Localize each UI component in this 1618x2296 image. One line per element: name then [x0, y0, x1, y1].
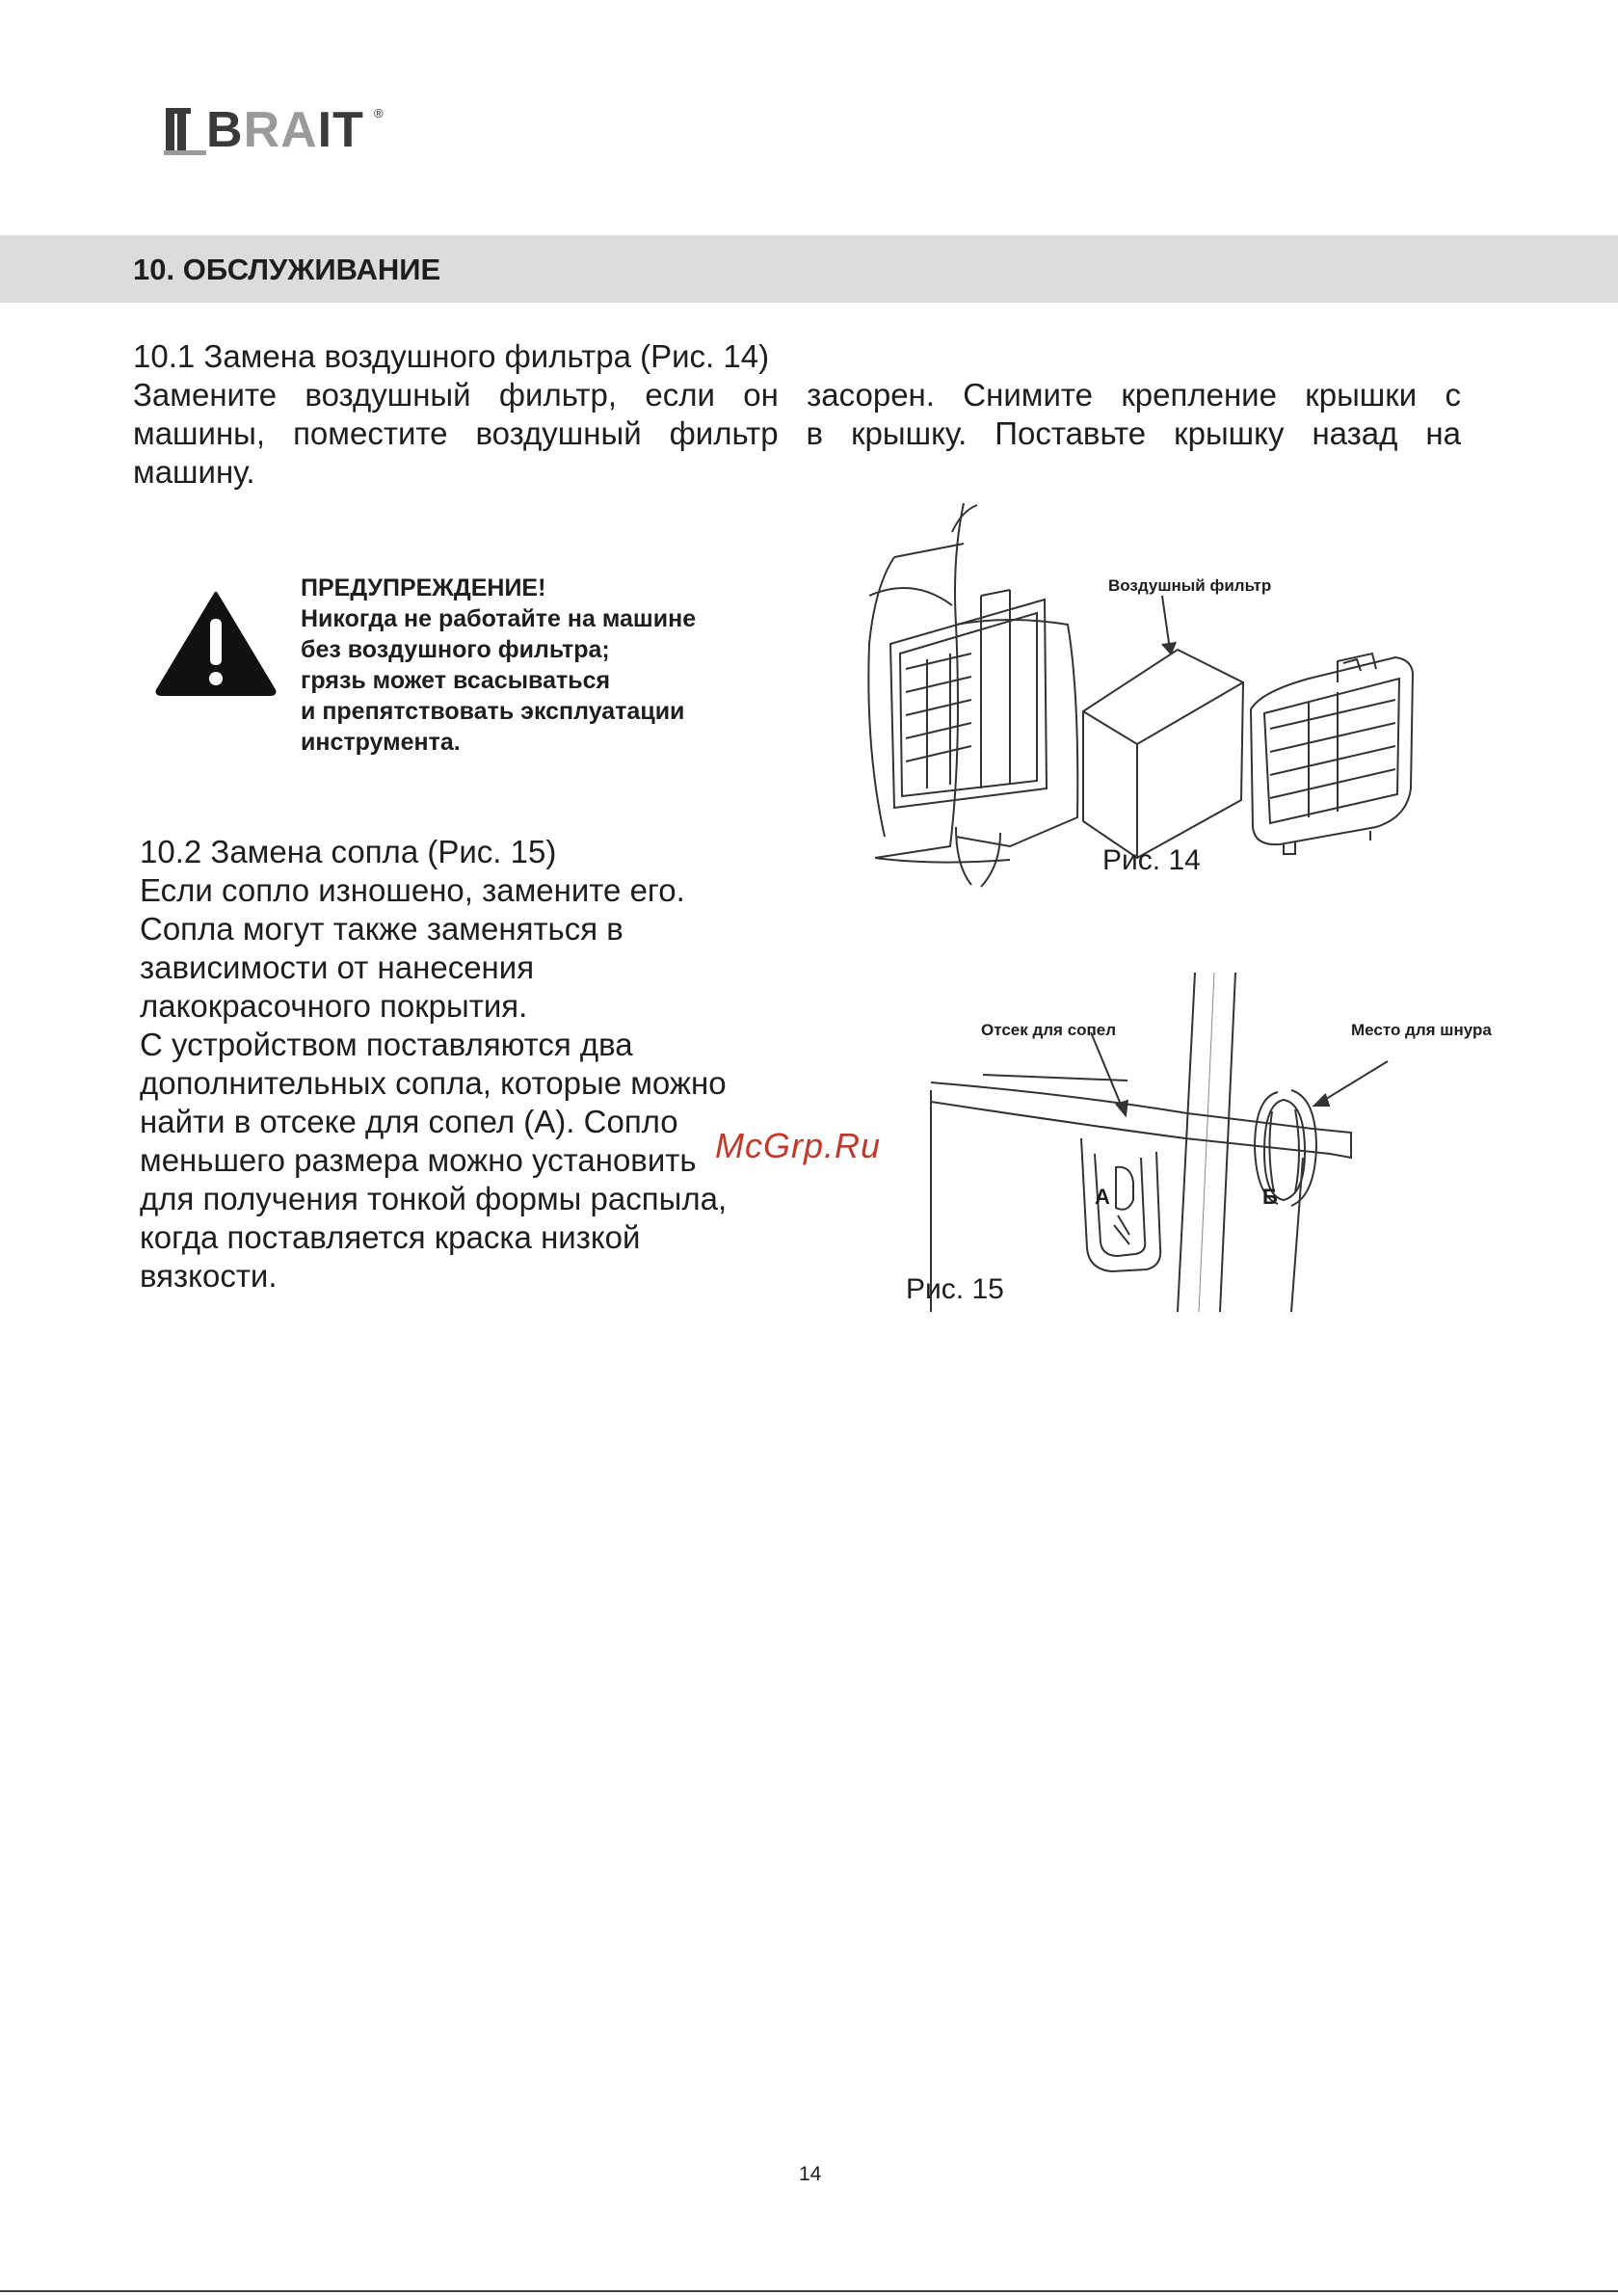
- warning-line: инструмента.: [301, 729, 461, 756]
- brand-logo: [164, 104, 395, 156]
- air-filter-illustration: [856, 499, 1419, 896]
- logo-mark-icon: [164, 104, 206, 156]
- air-filter-label: Воздушный фильтр: [1108, 576, 1272, 595]
- marker-b: Б: [1262, 1185, 1278, 1209]
- paragraph-line: лакокрасочного покрытия.: [140, 988, 528, 1024]
- figure-15-caption: Рис. 15: [906, 1273, 1004, 1305]
- warning-line: грязь может всасываться: [301, 667, 611, 694]
- watermark: McGrp.Ru: [715, 1126, 882, 1165]
- figure-15: [906, 969, 1542, 1316]
- section-title: 10. ОБСЛУЖИВАНИЕ: [133, 253, 441, 286]
- section-10-1: [133, 337, 1461, 492]
- paragraph-line: С устройством поставляются два: [140, 1027, 633, 1062]
- paragraph-line: машины, поместите воздушный фильтр в крышку. Поставьте крышку назад на: [133, 415, 1461, 451]
- nozzle-compartment-label: Отсек для сопел: [981, 1021, 1117, 1039]
- page-number: 14: [799, 2163, 822, 2185]
- paragraph-line: Замените воздушный фильтр, если он засорен. Снимите крепление крышки с: [133, 377, 1461, 413]
- subsection-heading: 10.2 Замена сопла (Рис. 15): [140, 834, 557, 869]
- warning-line: без воздушного фильтра;: [301, 636, 610, 663]
- paragraph-line: вязкости.: [140, 1258, 278, 1294]
- paragraph-line: машину.: [133, 454, 255, 490]
- cord-holder-label: Место для шнура: [1351, 1021, 1492, 1039]
- paragraph-line: когда поставляется краска низкой: [140, 1219, 641, 1255]
- paragraph-line: зависимости от нанесения: [140, 949, 535, 985]
- registered-mark: ®: [374, 106, 384, 120]
- figure-14: [856, 499, 1419, 896]
- paragraph-line: дополнительных сопла, которые можно: [140, 1065, 727, 1101]
- paragraph-line: Если сопло изношено, замените его.: [140, 872, 685, 908]
- warning-line: и препятствовать эксплуатации: [301, 698, 685, 725]
- section-10-2: [140, 833, 834, 1295]
- paragraph-line: найти в отсеке для сопел (А). Сопло: [140, 1104, 678, 1139]
- warning-line: Никогда не работайте на машине: [301, 605, 697, 632]
- marker-a: А: [1095, 1185, 1110, 1209]
- paragraph-line: меньшего размера можно установить: [140, 1142, 697, 1178]
- warning-block: [301, 573, 763, 758]
- figure-14-caption: Рис. 14: [1102, 844, 1201, 876]
- warning-triangle-icon: [154, 590, 278, 696]
- warning-title: ПРЕДУПРЕЖДЕНИЕ!: [301, 574, 546, 601]
- paragraph-line: для получения тонкой формы распыла,: [140, 1181, 728, 1216]
- paragraph-line: Сопла могут также заменяться в: [140, 911, 623, 947]
- bottom-rule: [0, 2290, 1618, 2292]
- logo-wordmark: BRAIT: [206, 102, 364, 158]
- subsection-heading: 10.1 Замена воздушного фильтра (Рис. 14): [133, 338, 770, 374]
